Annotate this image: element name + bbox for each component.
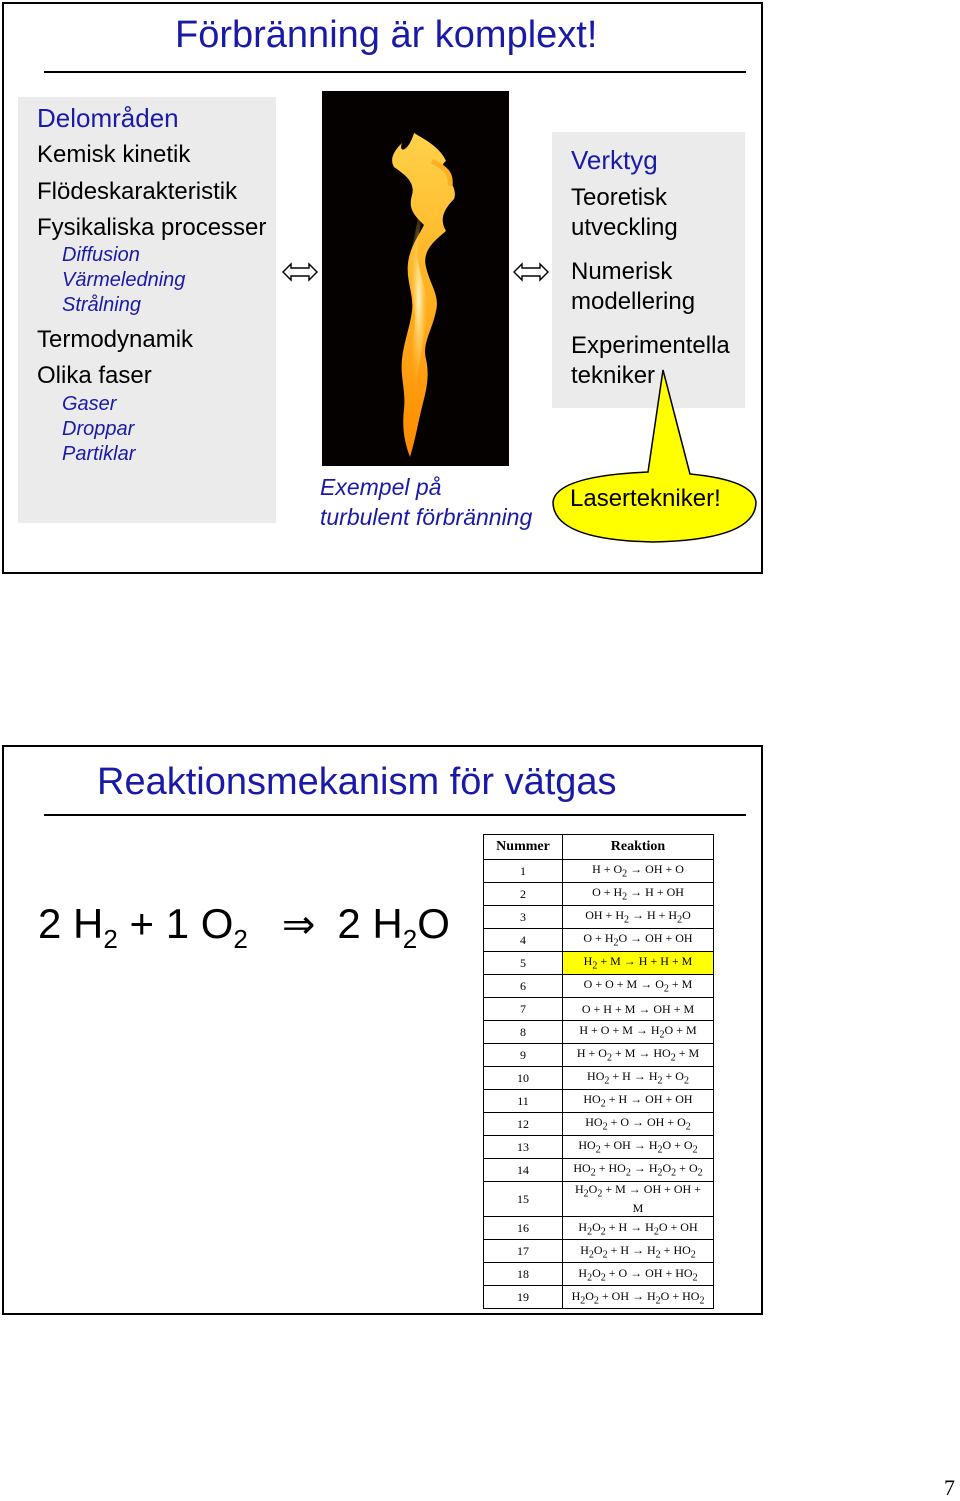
flame-image <box>322 91 509 466</box>
implies-arrow-icon: ⇒ <box>281 903 316 947</box>
reaction-number: 14 <box>484 1159 563 1182</box>
reaction-equation-cell: $H + O + M \to H_2O + M$ <box>563 1021 714 1044</box>
table-row <box>484 860 714 883</box>
table-row <box>484 975 714 998</box>
table-row <box>484 998 714 1021</box>
reaction-number: 13 <box>484 1136 563 1159</box>
reaction-number: 6 <box>484 975 563 998</box>
delomraden-item: Olika faser <box>37 362 152 389</box>
delomraden-heading: Delområden <box>37 103 179 133</box>
slide1-title: Förbränning är komplext! <box>175 14 598 56</box>
callout-bubble <box>548 352 758 552</box>
delomraden-item: Värmeledning <box>62 269 186 291</box>
reaction-equation-cell: $HO_2 + H \to H_2 + O_2$ <box>563 1067 714 1090</box>
reaction-equation-cell: $O + H_2 \to H$ + OH <box>563 883 714 906</box>
reaction-number: 12 <box>484 1113 563 1136</box>
reaction-equation-cell: $H_2O_2 + M$ → OH + OH + M <box>563 1182 714 1217</box>
reaction-equation-cell: $H + O_2 + M \to HO_2 + M$ <box>563 1044 714 1067</box>
reaction-equation-cell: $HO_2$ + OH → $H_2O + O_2$ <box>563 1136 714 1159</box>
reaction-number: 18 <box>484 1263 563 1286</box>
reaction-table <box>483 834 714 1309</box>
verktyg-line: utveckling <box>571 214 678 241</box>
reaction-number: 10 <box>484 1067 563 1090</box>
reaction-equation-cell: $HO_2 + O$ → OH + $O_2$ <box>563 1113 714 1136</box>
col-header-number: Nummer <box>484 835 563 860</box>
verktyg-line: tekniker <box>571 362 656 389</box>
reaction-number: 15 <box>484 1182 563 1217</box>
reaction-equation-cell: $H_2O_2$ + OH → $H_2O + HO_2$ <box>563 1286 714 1309</box>
reaction-number: 1 <box>484 860 563 883</box>
table-row <box>484 906 714 929</box>
reaction-equation-cell: $H_2O_2 + H \to H_2 + HO_2$ <box>563 1240 714 1263</box>
table-row <box>484 1021 714 1044</box>
page-number: 7 <box>944 1475 955 1500</box>
reaction-number: 3 <box>484 906 563 929</box>
title-rule <box>44 71 746 73</box>
table-row <box>484 1240 714 1263</box>
table-row <box>484 1286 714 1309</box>
reaction-equation-cell: OH + $H_2 \to H + H_2O$ <box>563 906 714 929</box>
delomraden-item: Strålning <box>62 294 141 316</box>
reaction-number: 4 <box>484 929 563 952</box>
double-arrow-icon <box>282 262 318 282</box>
reaction-number: 16 <box>484 1217 563 1240</box>
delomraden-item: Droppar <box>62 418 135 440</box>
reaction-equation-cell: $H + O_2$ → OH + O <box>563 860 714 883</box>
reaction-number: 2 <box>484 883 563 906</box>
title-rule <box>44 814 746 816</box>
reaction-equation-cell: $HO_2 + H$ → OH + OH <box>563 1090 714 1113</box>
delomraden-item: Diffusion <box>62 244 140 266</box>
table-row <box>484 1263 714 1286</box>
delomraden-item: Flödeskarakteristik <box>37 178 238 205</box>
flame-caption-line1: Exempel på <box>320 474 442 500</box>
flame-caption-line2: turbulent förbränning <box>320 504 533 530</box>
table-row <box>484 1217 714 1240</box>
delomraden-item: Kemisk kinetik <box>37 141 191 168</box>
callout-text: Lasertekniker! <box>570 485 721 512</box>
reaction-equation-cell: O + H + M → OH + M <box>563 998 714 1021</box>
reaction-number: 5 <box>484 952 563 975</box>
table-row <box>484 929 714 952</box>
verktyg-line: Experimentella <box>571 332 730 359</box>
delomraden-item: Gaser <box>62 393 117 415</box>
verktyg-heading: Verktyg <box>571 145 658 175</box>
verktyg-line: Numerisk <box>571 258 673 285</box>
reaction-number: 11 <box>484 1090 563 1113</box>
table-row <box>484 1044 714 1067</box>
reaction-number: 8 <box>484 1021 563 1044</box>
reaction-number: 7 <box>484 998 563 1021</box>
table-row <box>484 952 714 975</box>
table-row <box>484 1067 714 1090</box>
reaction-equation-cell: $H_2O_2 + H \to H_2O$ + OH <box>563 1217 714 1240</box>
reaction-equation-cell: $H_2O_2 + O$ → OH + $HO_2$ <box>563 1263 714 1286</box>
reaction-equation-cell: $H_2 + M \to H + H + M$ <box>563 952 714 975</box>
table-header-row <box>484 835 714 860</box>
double-arrow-icon <box>513 262 549 282</box>
table-row <box>484 1136 714 1159</box>
reaction-number: 17 <box>484 1240 563 1263</box>
reaction-number: 9 <box>484 1044 563 1067</box>
table-row <box>484 883 714 906</box>
table-row <box>484 1159 714 1182</box>
col-header-reaction: Reaktion <box>563 835 714 860</box>
reaction-equation: 2 $H_2 + 1$ $O_2$ ⇒ 2 $H_2O$ <box>38 900 450 954</box>
verktyg-line: Teoretisk <box>571 184 668 211</box>
reaction-equation-cell: $O + O + M \to O_2 + M$ <box>563 975 714 998</box>
delomraden-item: Fysikaliska processer <box>37 214 267 241</box>
delomraden-item: Partiklar <box>62 443 136 465</box>
reaction-equation-cell: $HO_2 + HO_2 \to H_2O_2 + O_2$ <box>563 1159 714 1182</box>
reaction-number: 19 <box>484 1286 563 1309</box>
slide2-title: Reaktionsmekanism för vätgas <box>97 761 617 803</box>
delomraden-item: Termodynamik <box>37 326 194 353</box>
table-row <box>484 1090 714 1113</box>
reaction-equation-cell: $O + H_2O$ → OH + OH <box>563 929 714 952</box>
table-row <box>484 1182 714 1217</box>
verktyg-line: modellering <box>571 288 696 315</box>
table-row <box>484 1113 714 1136</box>
